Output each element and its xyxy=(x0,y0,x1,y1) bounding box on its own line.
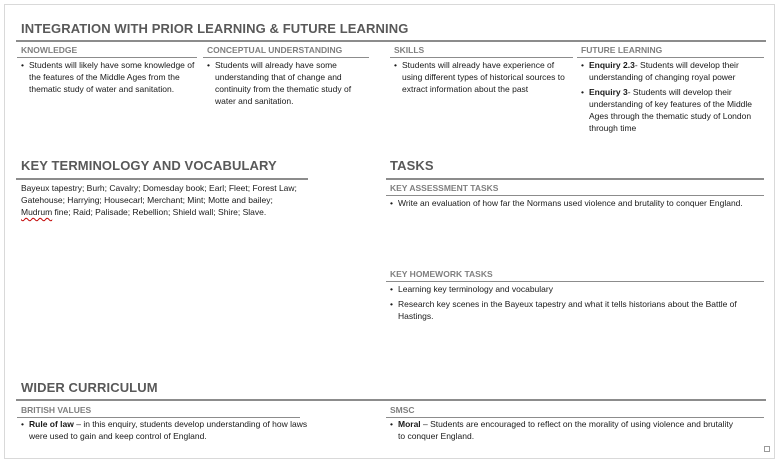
knowledge-title: KNOWLEDGE xyxy=(21,45,78,55)
knowledge-rule xyxy=(17,57,197,58)
future-item: • Enquiry 2.3- Students will develop their understanding of changing royal power xyxy=(581,59,769,83)
british-values-item: • Rule of law – in this enquiry, students develop understanding of how laws were used to gain and keep control of England. xyxy=(21,418,311,442)
integration-rule xyxy=(16,40,766,42)
assessment-item: • Write an evaluation of how far the Normans used violence and brutality to conquer England. xyxy=(390,197,750,209)
wider-heading: WIDER CURRICULUM xyxy=(21,380,158,395)
homework-list xyxy=(390,283,760,325)
future-list xyxy=(581,59,769,137)
smsc-list xyxy=(390,418,740,445)
future-title: FUTURE LEARNING xyxy=(581,45,663,55)
smsc-title: SMSC xyxy=(390,405,415,415)
homework-item: • Learning key terminology and vocabulary xyxy=(390,283,760,295)
tasks-heading: TASKS xyxy=(390,158,434,173)
knowledge-item: • Students will likely have some knowledge of the features of the Middle Ages from the thematic study of water and sanitation. xyxy=(21,59,201,95)
integration-heading: INTEGRATION WITH PRIOR LEARNING & FUTURE LEARNING xyxy=(21,21,409,36)
skills-rule xyxy=(390,57,573,58)
conceptual-rule xyxy=(203,57,369,58)
tasks-rule xyxy=(386,178,764,180)
assessment-title: KEY ASSESSMENT TASKS xyxy=(390,183,499,193)
skills-list xyxy=(394,59,574,98)
assessment-list xyxy=(390,197,750,212)
british-values-list xyxy=(21,418,311,445)
conceptual-list xyxy=(207,59,370,110)
british-values-title: BRITISH VALUES xyxy=(21,405,92,415)
conceptual-title: CONCEPTUAL UNDERSTANDING xyxy=(207,45,343,55)
skills-item: • Students will already have experience of using different types of historical sources to extract information about the past xyxy=(394,59,574,95)
terminology-heading: KEY TERMINOLOGY AND VOCABULARY xyxy=(21,158,277,173)
skills-title: SKILLS xyxy=(394,45,425,55)
terminology-text: Bayeux tapestry; Burh; Cavalry; Domesday book; Earl; Fleet; Forest Law; Gatehouse; Harrying; Housecarl; Merchant; Mint; Motte and bailey; Mudrum fine; Raid; Palisade; Rebellion; Shield wall; Shire; Slave. xyxy=(21,183,297,217)
homework-rule xyxy=(386,281,764,282)
terminology-rule xyxy=(16,178,308,180)
resize-handle-icon[interactable] xyxy=(764,446,770,452)
smsc-item: • Moral – Students are encouraged to reflect on the morality of using violence and brutality to conquer England. xyxy=(390,418,740,442)
homework-title: KEY HOMEWORK TASKS xyxy=(390,269,493,279)
wider-rule xyxy=(16,399,766,401)
knowledge-list xyxy=(21,59,201,98)
conceptual-item: • Students will already have some understanding that of change and continuity from the thematic study of water and sanitation. xyxy=(207,59,370,107)
homework-item: • Research key scenes in the Bayeux tapestry and what it tells historians about the Battle of Hastings. xyxy=(390,298,760,322)
misspelt-word: Mudrum xyxy=(21,207,53,217)
assessment-rule xyxy=(386,195,764,196)
future-item: • Enquiry 3- Students will develop their understanding of key features of the Middle Ages through the thematic study of London through time xyxy=(581,86,769,134)
future-rule xyxy=(577,57,764,58)
